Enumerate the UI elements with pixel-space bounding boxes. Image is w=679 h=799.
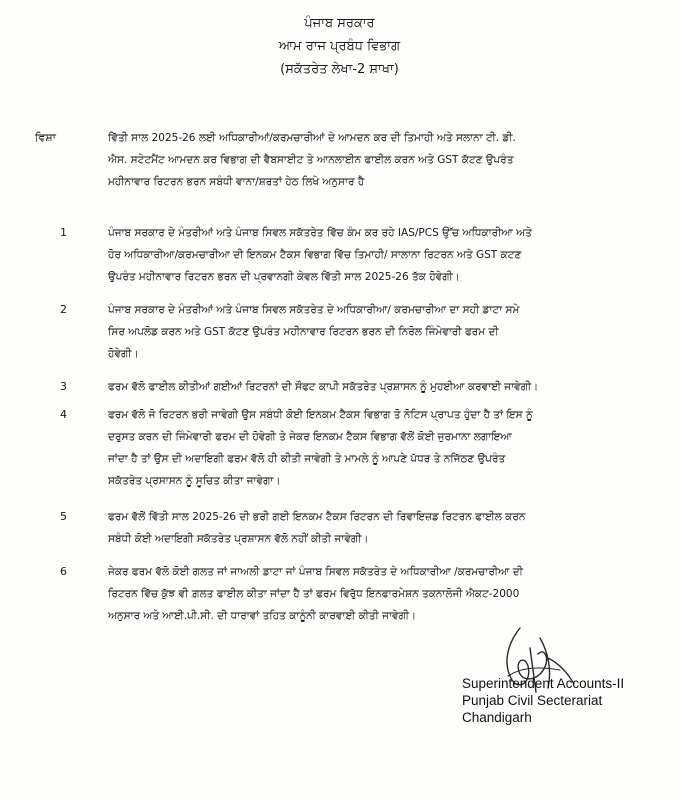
signatory-title: Superintendent Accounts-II	[462, 676, 625, 691]
signature-block	[462, 675, 677, 726]
item-text-2: ਪੰਜਾਬ ਸਰਕਾਰ ਦੇ ਮੰਤਰੀਆਂ ਅਤੇ ਪੰਜਾਬ ਸਿਵਲ ਸਕੱਤਰੇਤ ਦੇ ਅਧਿਕਾਰੀਆ/ ਕਰਮਚਾਰੀਆ ਦਾ ਸਹੀ ਡਾਟਾ ਸਮੇ ਸਿਰ ਅਪਲੋਡ ਕਰਨ ਅਤੇ GST ਕੱਟਣ ਉਪਰੰਤ ਮਹੀਨਾਵਾਰ ਰਿਟਰਨ ਭਰਨ ਦੀ ਨਿਰੋਲ ਜਿੰਮੇਵਾਰੀ ਫਰਮ ਦੀ ਹੋਵੇਗੀ।	[108, 304, 520, 360]
signatory-city: Chandigarh	[462, 710, 532, 725]
subject-label: ਵਿਸ਼ਾ	[35, 131, 56, 144]
item-text-5: ਫਰਮ ਵੱਲੋਂ ਵਿੱਤੀ ਸਾਲ 2025-26 ਦੀ ਭਰੀ ਗਈ ਇਨਕਮ ਟੈਕਸ ਰਿਟਰਨ ਦੀ ਰਿਵਾਇਜ਼ਡ ਰਿਟਰਨ ਫਾਈਲ ਕਰਨ ਸਬੰਧੀ ਕੋਈ ਅਦਾਇਗੀ ਸਕੱਤਰੇਤ ਪ੍ਰਸ਼ਾਸਨ ਵੱਲੋ ਨਹੀਂ ਕੀਤੀ ਜਾਵੇਗੀ।	[108, 511, 526, 545]
subject-text: ਵਿੱਤੀ ਸਾਲ 2025-26 ਲਈ ਅਧਿਕਾਰੀਆਂ/ਕਰਮਚਾਰੀਆਂ ਦੇ ਆਮਦਨ ਕਰ ਦੀ ਤਿਮਾਹੀ ਅਤੇ ਸਲਾਨਾ ਟੀ. ਡੀ. ਐਸ. ਸਟੇਟਮੈਂਟ ਆਮਦਨ ਕਰ ਵਿਭਾਗ ਦੀ ਵੈਬਸਾਈਟ ਤੇ ਆਨਲਾਈਨ ਫਾਈਲ ਕਰਨ ਅਤੇ GST ਕੱਟਣ ਉਪਰੰਤ ਮਹੀਨਾਵਾਰ ਰਿਟਰਨ ਭਰਨ ਸਬੰਧੀ ਵਾਨਾ/ਸ਼ਰਤਾਂ ਹੇਠ ਲਿਖੇ ਅਨੁਸਾਰ ਹੈ	[108, 132, 516, 188]
item-number-4: 4	[60, 408, 67, 421]
item-number-1: 1	[60, 226, 67, 239]
header-branch: (ਸਕੱਤਰੇਤ ਲੇਖਾ-2 ਸ਼ਾਖਾ)	[280, 62, 399, 77]
item-text-1: ਪੰਜਾਬ ਸਰਕਾਰ ਦੇ ਮੰਤਰੀਆਂ ਅਤੇ ਪੰਜਾਬ ਸਿਵਲ ਸਕੱਤਰੇਤ ਵਿੱਚ ਕੰਮ ਕਰ ਰਹੇ IAS/PCS ਉੱਚ ਅਧਿਕਾਰੀਆ ਅਤੇ ਹੋਰ ਅਧਿਕਾਰੀਆ/ਕਰਮਚਾਰੀਆ ਦੀ ਇਨਕਮ ਟੈਕਸ ਵਿਭਾਗ ਵਿੱਚ ਤਿਮਾਹੀ/ ਸਾਲਾਨਾ ਰਿਟਰਨ ਅਤੇ GST ਕਟਣ ਉਪਰੰਤ ਮਹੀਨਾਵਾਰ ਰਿਟਰਨ ਭਰਨ ਦੀ ਪ੍ਰਵਾਨਗੀ ਕੇਵਲ ਵਿੱਤੀ ਸਾਲ 2025-26 ਤੱਕ ਹੋਵੇਗੀ।	[108, 227, 532, 283]
header-government: ਪੰਜਾਬ ਸਰਕਾਰ	[304, 16, 375, 31]
item-number-5: 5	[60, 510, 67, 523]
item-number-6: 6	[60, 565, 67, 578]
signatory-office: Punjab Civil Secterariat	[462, 693, 603, 708]
item-number-2: 2	[60, 303, 67, 316]
item-text-6: ਜੇਕਰ ਫਰਮ ਵੱਲੋ ਕੋਈ ਗਲਤ ਜਾਂ ਜਾਅਲੀ ਡਾਟਾ ਜਾਂ ਪੰਜਾਬ ਸਿਵਲ ਸਕੱਤਰੇਤ ਦੇ ਅਧਿਕਾਰੀਆ /ਕਰਮਚਾਰੀਆ ਦੀ ਰਿਟਰਨ ਵਿੱਚ ਕੁੱਝ ਵੀ ਗ਼ਲਤ ਫਾਈਲ ਕੀਤਾ ਜਾਂਦਾ ਹੈ ਤਾਂ ਫਰਮ ਵਿਰੁੱਧ ਇਨਫਾਰਮੇਸ਼ਨ ਤਕਨਾਲੋਜੀ ਐਕਟ-2000 ਅਨੁਸਾਰ ਅਤੇ ਆਈ.ਪੀ.ਸੀ. ਦੀ ਧਾਰਾਵਾਂ ਤਹਿਤ ਕਾਨੂੰਨੀ ਕਾਰਵਾਈ ਕੀਤੀ ਜਾਵੇਗੀ।	[108, 566, 523, 622]
item-number-3: 3	[60, 380, 67, 393]
item-text-4: ਫਰਮ ਵੱਲੋ ਜੋ ਰਿਟਰਨ ਭਰੀ ਜਾਵੇਗੀ ਉਸ ਸਬੰਧੀ ਕੋਈ ਇਨਕਮ ਟੈਕਸ ਵਿਭਾਗ ਤੋ ਨੋਟਿਸ ਪ੍ਰਾਪਤ ਹੁੰਦਾ ਹੈ ਤਾਂ ਇਸ ਨੂੰ ਦਰੁਸਤ ਕਰਨ ਦੀ ਜਿੰਮੇਵਾਰੀ ਫਰਮ ਦੀ ਹੋਵੇਗੀ ਤੇ ਜੇਕਰ ਇਨਕਮ ਟੈਕਸ ਵਿਭਾਗ ਵੱਲੋਂ ਕੋਈ ਜੁਰਮਾਨਾ ਲਗਾਇਆ ਜਾਂਦਾ ਹੈ ਤਾਂ ਉਸ ਦੀ ਅਦਾਇਗੀ ਫਰਮ ਵੱਲੋ ਹੀ ਕੀਤੀ ਜਾਵੇਗੀ ਤੇ ਮਾਮਲੇ ਨੂੰ ਆਪਣੇ ਪੱਧਰ ਤੇ ਨਜਿੱਠਣ ਉਪਰੰਤ ਸਕੱਤਰੇਤ ਪ੍ਰਸਾਸਨ ਨੂੰ ਸੂਚਿਤ ਕੀਤਾ ਜਾਵੇਗਾ।	[108, 409, 533, 487]
header-department: ਆਮ ਰਾਜ ਪ੍ਰਬੰਧ ਵਿਭਾਗ	[278, 39, 401, 54]
item-text-3: ਫਰਮ ਵੱਲੋ ਫਾਈਲ ਕੀਤੀਆਂ ਗਈਆਂ ਰਿਟਰਨਾਂ ਦੀ ਸੌਫਟ ਕਾਪੀ ਸਕੱਤਰੇਤ ਪ੍ਰਸ਼ਾਸਨ ਨੂੰ ਮੁਹਈਆ ਕਰਵਾਈ ਜਾਵੇਗੀ।	[108, 381, 539, 393]
